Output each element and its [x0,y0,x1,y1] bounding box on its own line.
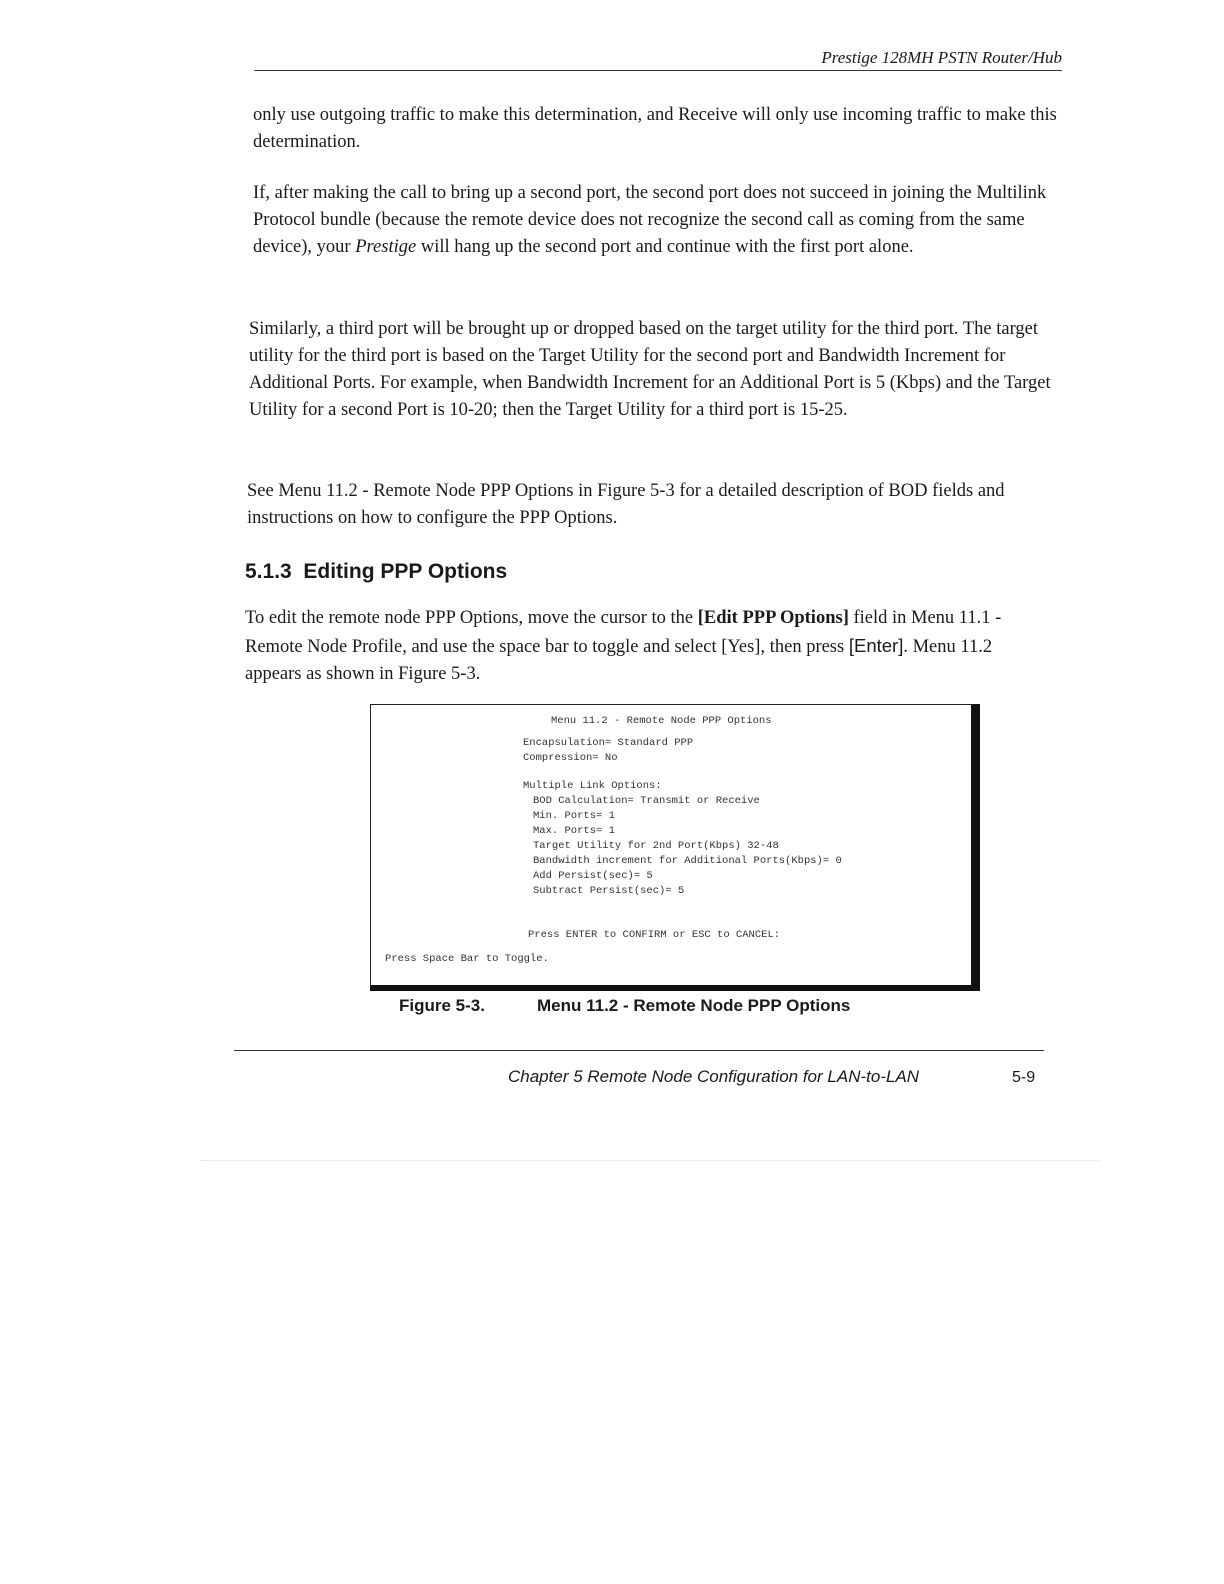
min-ports-field: Min. Ports= 1 [533,810,615,822]
bandwidth-increment-field: Bandwidth increment for Additional Ports(Kbps)= 0 [533,855,842,867]
section-title: Editing PPP Options [303,560,508,583]
header-rule [254,70,1062,71]
bod-calculation-field: BOD Calculation= Transmit or Receive [533,795,760,807]
intro-text-c: . Menu 11.2 appears as shown in Figure 5-3. [245,637,993,684]
chapter-footer: Chapter 5 Remote Node Configuration for LAN-to-LAN [508,1067,920,1086]
toggle-hint: Press Space Bar to Toggle. [385,953,549,965]
paragraph-2-text: If, after making the call to bring up a second port, the second port does not succeed in joining the Multilink Protocol bundle (because the remote device does not recognize the second call as coming from the same device), your [253,183,1047,257]
encapsulation-field: Encapsulation= Standard PPP [523,737,694,749]
paragraph-1: only use outgoing traffic to make this determination, and Receive will only use incoming traffic to make this determination. [253,105,1057,152]
compression-field: Compression= No [523,752,618,764]
menu-title: Menu 11.2 - Remote Node PPP Options [551,715,772,727]
scan-specks [200,1160,1100,1163]
running-header: Prestige 128MH PSTN Router/Hub [821,48,1062,67]
paragraph-2-tail: will hang up the second port and continue with the first port alone. [416,237,914,257]
section-heading [245,560,507,584]
add-persist-field: Add Persist(sec)= 5 [533,870,653,882]
section-number: 5.1.3 [245,560,292,583]
intro-text-b: field in Menu 11.1 - Remote Node Profile, and use the space bar to toggle and select [Yes], then press [245,608,1002,657]
intro-text-a: To edit the remote node PPP Options, move the cursor to the [245,608,698,628]
paragraph-2 [253,180,1053,261]
paragraph-4: See Menu 11.2 - Remote Node PPP Options in Figure 5-3 for a detailed description of BOD fields and instructions on how to configure the PPP Options. [247,481,1005,528]
figure-label: Figure 5-3. [399,996,485,1015]
figure-title: Menu 11.2 - Remote Node PPP Options [537,996,851,1015]
multilink-options-header: Multiple Link Options: [523,780,662,792]
subtract-persist-field: Subtract Persist(sec)= 5 [533,885,685,897]
enter-key: [Enter] [848,635,904,656]
target-utility-field: Target Utility for 2nd Port(Kbps) 32-48 [533,840,779,852]
terminal-screen [370,704,980,991]
footer-rule [234,1050,1044,1051]
section-intro [245,605,1045,688]
confirm-prompt: Press ENTER to CONFIRM or ESC to CANCEL: [528,929,781,941]
max-ports-field: Max. Ports= 1 [533,825,615,837]
product-name: Prestige [355,237,417,257]
edit-ppp-options-field: [Edit PPP Options] [697,608,849,628]
paragraph-3: Similarly, a third port will be brought up or dropped based on the target utility for the third port. The target utility for the third port is based on the Target Utility for the second port and Bandwidth Increment for Additional Ports. For example, when Bandwidth Increment for an Additional Port is 5 (Kbps) and the Target Utility for a second Port is 10-20; then the Target Utility for a third port is 15-25. [249,319,1051,420]
page-number: 5-9 [1012,1069,1036,1086]
